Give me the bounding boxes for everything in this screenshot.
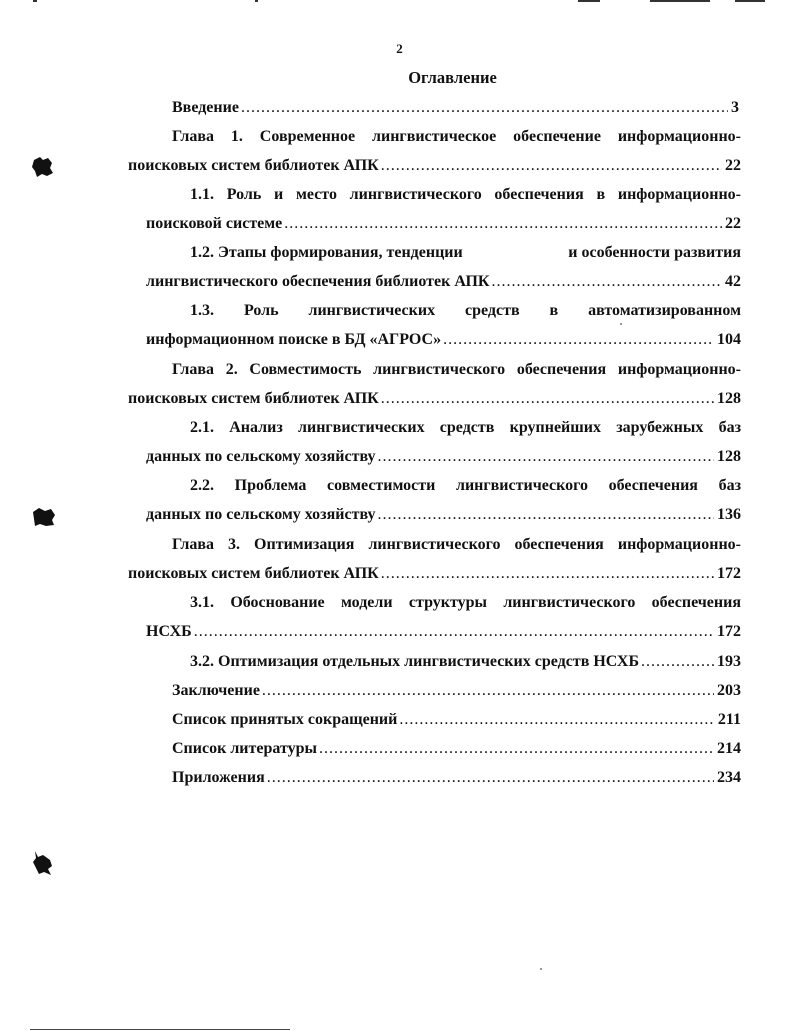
toc-entry-label: Приложения <box>172 769 265 786</box>
toc-entry-label: данных по сельскому хозяйству <box>146 506 376 523</box>
toc-entry-page: 172 <box>717 565 741 582</box>
scan-blot-icon <box>30 154 56 180</box>
toc-entry-page: 193 <box>717 653 741 670</box>
toc-entry-s22[interactable] <box>146 503 741 527</box>
toc-leader-dots <box>399 708 715 732</box>
toc-entry-label: и особенности развития <box>568 244 741 261</box>
toc-entry-ch1-line1[interactable]: Глава 1. Современное лингвистическое обеспечение информационно- <box>172 128 741 145</box>
toc-entry-label: поисковых систем библиотек АПК <box>128 157 379 174</box>
toc-entry-page: 128 <box>717 448 741 465</box>
toc-leader-dots <box>492 270 722 294</box>
toc-entry-label: поисковых систем библиотек АПК <box>128 565 379 582</box>
toc-leader-dots <box>381 387 714 411</box>
toc-entry-label: Заключение <box>172 682 260 699</box>
toc-entry-s13[interactable] <box>146 328 741 352</box>
toc-entry-label: 1.2. Этапы формирования, тенденции <box>190 244 463 261</box>
toc-entry-ch3[interactable] <box>128 562 741 586</box>
toc-entry-s22-line1[interactable]: 2.2. Проблема совместимости лингвистического обеспечения баз <box>190 477 741 494</box>
toc-entry-ch2[interactable] <box>128 387 741 411</box>
toc-leader-dots <box>262 679 714 703</box>
toc-leader-dots <box>641 650 714 674</box>
toc-word: Роль <box>243 302 279 319</box>
toc-entry-page: 22 <box>725 215 741 232</box>
scan-mark <box>578 0 600 2</box>
scan-mark <box>255 0 258 2</box>
toc-leader-dots <box>267 766 714 790</box>
toc-entry-s12-line1[interactable] <box>190 241 741 265</box>
toc-entry-label: данных по сельскому хозяйству <box>146 448 376 465</box>
toc-entry-s13-line1[interactable] <box>190 299 741 323</box>
toc-entry-label: информационном поиске в БД «АГРОС» <box>146 331 442 348</box>
toc-entry-page: 203 <box>717 682 741 699</box>
toc-entry-label: Введение <box>172 99 239 116</box>
toc-word: 1.3. <box>190 302 214 319</box>
toc-entry-page: 172 <box>717 623 741 640</box>
toc-entry-page: 234 <box>717 769 741 786</box>
toc-leader-dots <box>381 154 722 178</box>
scan-mark <box>650 0 710 2</box>
toc-word: средств <box>465 302 520 319</box>
toc-entry-label: лингвистического обеспечения библиотек АПК <box>146 273 490 290</box>
toc-entry-label: поисковой системе <box>146 215 283 232</box>
toc-entry-intro[interactable] <box>172 96 739 120</box>
scan-speck <box>620 323 622 325</box>
toc-entry-s21-line1[interactable]: 2.1. Анализ лингвистических средств крупнейших зарубежных баз <box>190 419 741 436</box>
toc-entry-label: Список принятых сокращений <box>172 711 398 728</box>
toc-entry-s11-line1[interactable]: 1.1. Роль и место лингвистического обеспечения в информационно- <box>190 186 741 203</box>
toc-word: в <box>549 302 559 319</box>
toc-entry-s32[interactable] <box>190 650 741 674</box>
toc-leader-dots <box>381 562 714 586</box>
toc-leader-dots <box>194 620 714 644</box>
toc-entry-page: 22 <box>725 157 741 174</box>
toc-leader-dots <box>319 737 714 761</box>
toc-entry-abbreviations[interactable] <box>172 708 741 732</box>
toc-leader-dots <box>378 503 714 527</box>
toc-entry-s21[interactable] <box>146 445 741 469</box>
toc-entry-label: поисковых систем библиотек АПК <box>128 390 379 407</box>
scan-blot-icon <box>30 504 58 530</box>
toc-entry-s31-line1[interactable]: 3.1. Обоснование модели структуры лингвистического обеспечения <box>190 594 741 611</box>
toc-entry-label: Список литературы <box>172 740 317 757</box>
scan-bottom-line <box>30 1029 290 1030</box>
toc-entry-page: 128 <box>717 390 741 407</box>
scan-mark <box>33 0 37 2</box>
toc-entry-s11[interactable] <box>146 212 741 236</box>
toc-entry-s31[interactable] <box>146 620 741 644</box>
toc-entry-conclusion[interactable] <box>172 679 741 703</box>
toc-title: Оглавление <box>408 68 497 87</box>
scan-mark <box>735 0 765 2</box>
toc-entry-ch1[interactable] <box>128 154 741 178</box>
toc-entry-label: 3.2. Оптимизация отдельных лингвистических средств НСХБ <box>190 653 640 670</box>
toc-word: автоматизированном <box>588 302 741 319</box>
toc-word: лингвистических <box>308 302 436 319</box>
toc-entry-ch3-line1[interactable]: Глава 3. Оптимизация лингвистического обеспечения информационно- <box>172 536 741 553</box>
toc-leader-dots <box>443 328 714 352</box>
scan-blot-icon <box>30 848 56 878</box>
scan-speck <box>540 968 542 970</box>
toc-entry-page: 42 <box>725 273 741 290</box>
toc-entry-label: НСХБ <box>146 623 192 640</box>
toc-entry-page: 211 <box>717 711 741 728</box>
scan-top-marks <box>0 0 799 8</box>
page-number: 2 <box>396 41 403 56</box>
toc-entry-appendix[interactable] <box>172 766 741 790</box>
toc-leader-dots <box>241 96 728 120</box>
toc-entry-page: 3 <box>731 99 739 116</box>
toc-entry-ch2-line1[interactable]: Глава 2. Совместимость лингвистического обеспечения информационно- <box>172 361 741 378</box>
toc-leader-dots <box>378 445 714 469</box>
toc-entry-literature[interactable] <box>172 737 741 761</box>
toc-entry-page: 104 <box>717 331 741 348</box>
toc-leader-dots <box>284 212 722 236</box>
toc-entry-page: 136 <box>717 506 741 523</box>
toc-entry-s12[interactable] <box>146 270 741 294</box>
toc-entry-page: 214 <box>717 740 741 757</box>
